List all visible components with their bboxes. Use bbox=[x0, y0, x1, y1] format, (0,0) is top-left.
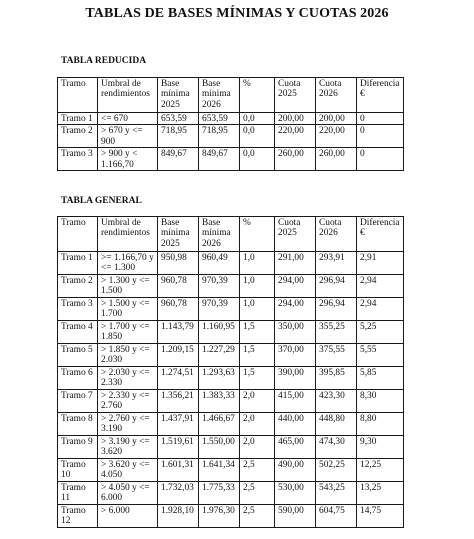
cuota-2026-cell: 474,30 bbox=[316, 436, 357, 459]
umbral-cell: > 2.330 y <= 2.760 bbox=[98, 390, 158, 413]
header-cell: Tramo bbox=[58, 217, 98, 252]
header-cell: Umbral de rendimientos bbox=[98, 217, 158, 252]
header-cell: Diferencia € bbox=[357, 217, 404, 252]
tabla-general bbox=[57, 216, 404, 528]
cuota-2026-cell: 260,00 bbox=[316, 148, 357, 171]
diferencia-cell: 0 bbox=[357, 148, 404, 171]
table-header-row bbox=[58, 78, 404, 113]
cuota-2025-cell: 390,00 bbox=[275, 367, 316, 390]
base-2026-cell: 1.293,63 bbox=[199, 367, 240, 390]
cuota-2025-cell: 350,00 bbox=[275, 321, 316, 344]
umbral-cell: > 1.300 y <= 1.500 bbox=[98, 275, 158, 298]
table-row bbox=[58, 505, 404, 528]
cuota-2025-cell: 370,00 bbox=[275, 344, 316, 367]
percent-cell: 1,0 bbox=[240, 275, 275, 298]
diferencia-cell: 8,80 bbox=[357, 413, 404, 436]
diferencia-cell: 2,94 bbox=[357, 275, 404, 298]
cuota-2026-cell: 296,94 bbox=[316, 275, 357, 298]
base-2025-cell: 718,95 bbox=[158, 125, 199, 148]
tramo-cell: Tramo 12 bbox=[58, 505, 98, 528]
tramo-cell: Tramo 7 bbox=[58, 390, 98, 413]
umbral-cell: > 670 y <= 900 bbox=[98, 125, 158, 148]
tramo-cell: Tramo 1 bbox=[58, 252, 98, 275]
base-2026-cell: 718,95 bbox=[199, 125, 240, 148]
tramo-cell: Tramo 10 bbox=[58, 459, 98, 482]
header-cell: % bbox=[240, 217, 275, 252]
cuota-2025-cell: 465,00 bbox=[275, 436, 316, 459]
cuota-2025-cell: 294,00 bbox=[275, 298, 316, 321]
tramo-cell: Tramo 2 bbox=[58, 275, 98, 298]
table-row bbox=[58, 436, 404, 459]
base-2025-cell: 1.519,61 bbox=[158, 436, 199, 459]
tramo-cell: Tramo 3 bbox=[58, 148, 98, 171]
cuota-2026-cell: 293,91 bbox=[316, 252, 357, 275]
umbral-cell: > 3.620 y <= 4.050 bbox=[98, 459, 158, 482]
base-2025-cell: 1.437,91 bbox=[158, 413, 199, 436]
cuota-2026-cell: 395,85 bbox=[316, 367, 357, 390]
base-2026-cell: 1.466,67 bbox=[199, 413, 240, 436]
header-cell: % bbox=[240, 78, 275, 113]
cuota-2026-cell: 502,25 bbox=[316, 459, 357, 482]
header-cell: Tramo bbox=[58, 78, 98, 113]
base-2026-cell: 970,39 bbox=[199, 298, 240, 321]
diferencia-cell: 2,94 bbox=[357, 298, 404, 321]
percent-cell: 1,0 bbox=[240, 298, 275, 321]
base-2025-cell: 653,59 bbox=[158, 113, 199, 125]
umbral-cell: > 1.500 y <= 1.700 bbox=[98, 298, 158, 321]
header-cell: Base mínima 2026 bbox=[199, 78, 240, 113]
table-row bbox=[58, 113, 404, 125]
header-cell: Cuota 2025 bbox=[275, 217, 316, 252]
tabla-reducida-label: TABLA REDUCIDA bbox=[61, 56, 147, 66]
header-cell: Diferencia € bbox=[357, 78, 404, 113]
base-2026-cell: 960,49 bbox=[199, 252, 240, 275]
table-row bbox=[58, 482, 404, 505]
percent-cell: 2,5 bbox=[240, 459, 275, 482]
diferencia-cell: 14,75 bbox=[357, 505, 404, 528]
tramo-cell: Tramo 9 bbox=[58, 436, 98, 459]
percent-cell: 0,0 bbox=[240, 148, 275, 171]
diferencia-cell: 5,85 bbox=[357, 367, 404, 390]
cuota-2026-cell: 220,00 bbox=[316, 125, 357, 148]
base-2026-cell: 970,39 bbox=[199, 275, 240, 298]
umbral-cell: > 4.050 y <= 6.000 bbox=[98, 482, 158, 505]
diferencia-cell: 8,30 bbox=[357, 390, 404, 413]
header-cell: Cuota 2025 bbox=[275, 78, 316, 113]
cuota-2026-cell: 448,80 bbox=[316, 413, 357, 436]
tramo-cell: Tramo 11 bbox=[58, 482, 98, 505]
percent-cell: 0,0 bbox=[240, 125, 275, 148]
tramo-cell: Tramo 2 bbox=[58, 125, 98, 148]
base-2026-cell: 1.160,95 bbox=[199, 321, 240, 344]
cuota-2025-cell: 415,00 bbox=[275, 390, 316, 413]
base-2026-cell: 653,59 bbox=[199, 113, 240, 125]
document-title: TABLAS DE BASES MÍNIMAS Y CUOTAS 2026 bbox=[85, 6, 389, 21]
tramo-cell: Tramo 4 bbox=[58, 321, 98, 344]
base-2026-cell: 1.976,30 bbox=[199, 505, 240, 528]
umbral-cell: > 900 y < 1.166,70 bbox=[98, 148, 158, 171]
table-row bbox=[58, 413, 404, 436]
diferencia-cell: 0 bbox=[357, 113, 404, 125]
table-row bbox=[58, 321, 404, 344]
tramo-cell: Tramo 5 bbox=[58, 344, 98, 367]
percent-cell: 2,0 bbox=[240, 390, 275, 413]
percent-cell: 0,0 bbox=[240, 113, 275, 125]
cuota-2026-cell: 200,00 bbox=[316, 113, 357, 125]
base-2026-cell: 1.227,29 bbox=[199, 344, 240, 367]
base-2026-cell: 1.550,00 bbox=[199, 436, 240, 459]
percent-cell: 1,0 bbox=[240, 252, 275, 275]
percent-cell: 2,5 bbox=[240, 482, 275, 505]
umbral-cell: <= 670 bbox=[98, 113, 158, 125]
umbral-cell: >= 1.166,70 y <= 1.300 bbox=[98, 252, 158, 275]
base-2026-cell: 849,67 bbox=[199, 148, 240, 171]
umbral-cell: > 2.760 y <= 3.190 bbox=[98, 413, 158, 436]
base-2025-cell: 849,67 bbox=[158, 148, 199, 171]
base-2025-cell: 1.356,21 bbox=[158, 390, 199, 413]
percent-cell: 1,5 bbox=[240, 344, 275, 367]
percent-cell: 1,5 bbox=[240, 367, 275, 390]
tramo-cell: Tramo 8 bbox=[58, 413, 98, 436]
base-2025-cell: 950,98 bbox=[158, 252, 199, 275]
cuota-2025-cell: 220,00 bbox=[275, 125, 316, 148]
table-row bbox=[58, 390, 404, 413]
diferencia-cell: 5,25 bbox=[357, 321, 404, 344]
cuota-2025-cell: 440,00 bbox=[275, 413, 316, 436]
table-row bbox=[58, 148, 404, 171]
umbral-cell: > 2.030 y <= 2.330 bbox=[98, 367, 158, 390]
diferencia-cell: 2,91 bbox=[357, 252, 404, 275]
cuota-2025-cell: 260,00 bbox=[275, 148, 316, 171]
umbral-cell: > 6.000 bbox=[98, 505, 158, 528]
base-2026-cell: 1.383,33 bbox=[199, 390, 240, 413]
table-row bbox=[58, 252, 404, 275]
umbral-cell: > 3.190 y <= 3.620 bbox=[98, 436, 158, 459]
cuota-2025-cell: 530,00 bbox=[275, 482, 316, 505]
tabla-reducida bbox=[57, 77, 404, 171]
diferencia-cell: 9,30 bbox=[357, 436, 404, 459]
header-cell: Base mínima 2025 bbox=[158, 217, 199, 252]
cuota-2025-cell: 291,00 bbox=[275, 252, 316, 275]
base-2025-cell: 1.143,79 bbox=[158, 321, 199, 344]
cuota-2025-cell: 590,00 bbox=[275, 505, 316, 528]
diferencia-cell: 5,55 bbox=[357, 344, 404, 367]
percent-cell: 2,0 bbox=[240, 436, 275, 459]
base-2025-cell: 1.601,31 bbox=[158, 459, 199, 482]
diferencia-cell: 12,25 bbox=[357, 459, 404, 482]
table-row bbox=[58, 459, 404, 482]
umbral-cell: > 1.850 y <= 2.030 bbox=[98, 344, 158, 367]
diferencia-cell: 0 bbox=[357, 125, 404, 148]
base-2025-cell: 1.928,10 bbox=[158, 505, 199, 528]
percent-cell: 2,0 bbox=[240, 413, 275, 436]
header-cell: Base mínima 2025 bbox=[158, 78, 199, 113]
base-2025-cell: 960,78 bbox=[158, 298, 199, 321]
base-2025-cell: 1.274,51 bbox=[158, 367, 199, 390]
percent-cell: 2,5 bbox=[240, 505, 275, 528]
header-cell: Base mínima 2026 bbox=[199, 217, 240, 252]
table-row bbox=[58, 367, 404, 390]
table-row bbox=[58, 125, 404, 148]
table-row bbox=[58, 344, 404, 367]
cuota-2025-cell: 200,00 bbox=[275, 113, 316, 125]
table-row bbox=[58, 275, 404, 298]
cuota-2025-cell: 294,00 bbox=[275, 275, 316, 298]
cuota-2026-cell: 604,75 bbox=[316, 505, 357, 528]
table-row bbox=[58, 298, 404, 321]
cuota-2026-cell: 375,55 bbox=[316, 344, 357, 367]
cuota-2026-cell: 423,30 bbox=[316, 390, 357, 413]
base-2025-cell: 1.732,03 bbox=[158, 482, 199, 505]
base-2025-cell: 960,78 bbox=[158, 275, 199, 298]
base-2026-cell: 1.775,33 bbox=[199, 482, 240, 505]
tramo-cell: Tramo 6 bbox=[58, 367, 98, 390]
cuota-2025-cell: 490,00 bbox=[275, 459, 316, 482]
tramo-cell: Tramo 3 bbox=[58, 298, 98, 321]
cuota-2026-cell: 296,94 bbox=[316, 298, 357, 321]
tramo-cell: Tramo 1 bbox=[58, 113, 98, 125]
tabla-general-label: TABLA GENERAL bbox=[61, 196, 142, 206]
header-cell: Umbral de rendimientos bbox=[98, 78, 158, 113]
header-cell: Cuota 2026 bbox=[316, 78, 357, 113]
diferencia-cell: 13,25 bbox=[357, 482, 404, 505]
table-header-row bbox=[58, 217, 404, 252]
percent-cell: 1,5 bbox=[240, 321, 275, 344]
base-2026-cell: 1.641,34 bbox=[199, 459, 240, 482]
base-2025-cell: 1.209,15 bbox=[158, 344, 199, 367]
cuota-2026-cell: 543,25 bbox=[316, 482, 357, 505]
cuota-2026-cell: 355,25 bbox=[316, 321, 357, 344]
umbral-cell: > 1.700 y <= 1.850 bbox=[98, 321, 158, 344]
header-cell: Cuota 2026 bbox=[316, 217, 357, 252]
